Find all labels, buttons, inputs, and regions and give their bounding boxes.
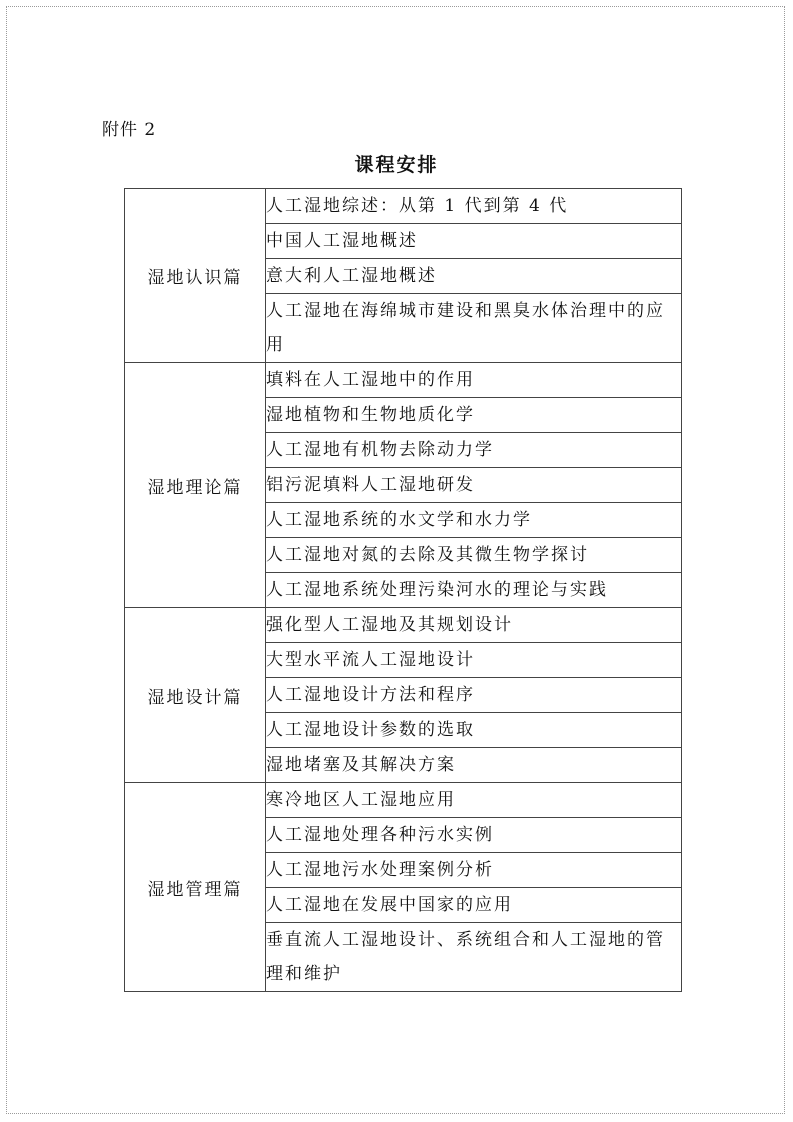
section-name: 湿地管理篇 bbox=[125, 783, 266, 992]
course-schedule-table bbox=[124, 188, 682, 992]
course-item: 人工湿地设计参数的选取 bbox=[266, 713, 682, 748]
course-item: 垂直流人工湿地设计、系统组合和人工湿地的管理和维护 bbox=[266, 923, 682, 992]
course-item: 铝污泥填料人工湿地研发 bbox=[266, 468, 682, 503]
course-item: 强化型人工湿地及其规划设计 bbox=[266, 608, 682, 643]
course-item: 人工湿地有机物去除动力学 bbox=[266, 433, 682, 468]
table-row bbox=[125, 363, 682, 398]
section-name: 湿地认识篇 bbox=[125, 189, 266, 363]
table-row bbox=[125, 783, 682, 818]
course-item: 人工湿地综述：从第 1 代到第 4 代 bbox=[266, 189, 682, 224]
table-row bbox=[125, 189, 682, 224]
course-item: 大型水平流人工湿地设计 bbox=[266, 643, 682, 678]
course-item: 湿地植物和生物地质化学 bbox=[266, 398, 682, 433]
course-item: 中国人工湿地概述 bbox=[266, 224, 682, 259]
course-item: 人工湿地处理各种污水实例 bbox=[266, 818, 682, 853]
course-item: 人工湿地在发展中国家的应用 bbox=[266, 888, 682, 923]
attachment-label: 附件 2 bbox=[102, 120, 157, 140]
course-item: 人工湿地系统的水文学和水力学 bbox=[266, 503, 682, 538]
table-row bbox=[125, 608, 682, 643]
page-title: 课程安排 bbox=[354, 154, 439, 176]
section-name: 湿地设计篇 bbox=[125, 608, 266, 783]
course-item: 湿地堵塞及其解决方案 bbox=[266, 748, 682, 783]
course-item: 填料在人工湿地中的作用 bbox=[266, 363, 682, 398]
course-item: 人工湿地设计方法和程序 bbox=[266, 678, 682, 713]
section-name: 湿地理论篇 bbox=[125, 363, 266, 608]
course-item: 人工湿地在海绵城市建设和黑臭水体治理中的应用 bbox=[266, 294, 682, 363]
course-item: 意大利人工湿地概述 bbox=[266, 259, 682, 294]
course-item: 人工湿地对氮的去除及其微生物学探讨 bbox=[266, 538, 682, 573]
course-item: 寒冷地区人工湿地应用 bbox=[266, 783, 682, 818]
course-item: 人工湿地污水处理案例分析 bbox=[266, 853, 682, 888]
course-item: 人工湿地系统处理污染河水的理论与实践 bbox=[266, 573, 682, 608]
